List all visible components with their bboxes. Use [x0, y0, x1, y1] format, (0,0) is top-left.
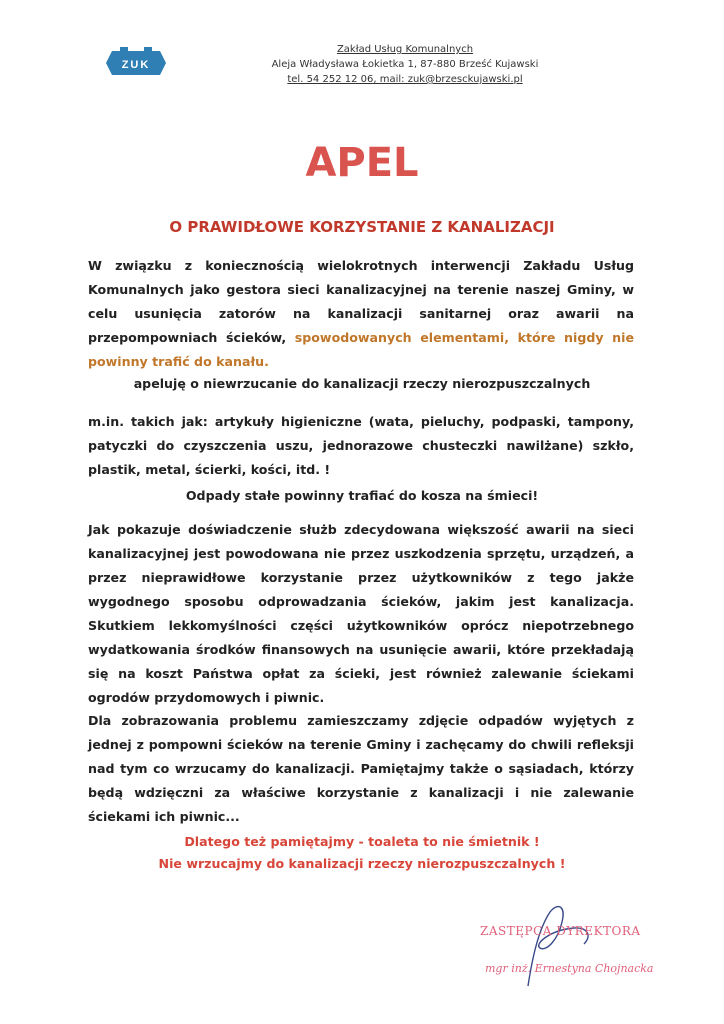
signature-title: ZASTĘPCA DYREKTORA	[480, 924, 641, 938]
paragraph-intro-text: W związku z koniecznością wielokrotnych interwencji Zakładu Usług Komunalnych jako gestora sieci kanalizacyjnej na terenie naszej Gminy, w celu usunięcia zatorów na kanalizacji sanitarnej oraz awarii na przepompowniach ścieków,	[88, 258, 634, 345]
signature-scribble	[470, 900, 670, 990]
waste-line: Odpady stałe powinny trafiać do kosza na śmieci!	[185, 488, 539, 503]
paragraph-items: m.in. takich jak: artykuły higieniczne (wata, pieluchy, podpaski, tampony, patyczki do czyszczenia uszu, jednorazowe chusteczki nawilżane) szkło, plastik, metal, ścierki, kości, itd. !	[88, 414, 634, 477]
paragraph-intro	[88, 254, 634, 374]
org-address: Aleja Władysława Łokietka 1, 87-880 Brześć Kujawski	[271, 59, 539, 70]
page-title: APEL	[305, 140, 419, 186]
paragraph-experience: Jak pokazuje doświadczenie służb zdecydowana większość awarii na sieci kanalizacyjnej jest powodowana nie przez uszkodzenia sprzętu, urządzeń, a przez nieprawidłowe korzystanie przez użytkowników z tego jakże wygodnego sposobu odprowadzania ścieków, jakim jest kanalizacja. Skutkiem lekkomyślności części użytkowników oprócz niepotrzebnego wydatkowania środków finansowych na usunięcie awarii, które przekładają się na koszt Państwa opłat za ścieki, jest również zalewanie ściekami ogrodów przydomowych i piwnic.	[88, 522, 634, 705]
logo-text: ZUK	[121, 59, 151, 71]
org-name: Zakład Usług Komunalnych	[336, 44, 474, 55]
letterhead	[255, 42, 555, 87]
zuk-logo	[98, 42, 174, 84]
paragraph-illustration: Dla zobrazowania problemu zamieszczamy zdjęcie odpadów wyjętych z jednej z pompowni ścieków na terenie Gminy i zachęcamy do chwili refleksji nad tym co wrzucamy do kanalizacji. Pamiętajmy także o sąsiadach, którzy będą wdzięczni za właściwe korzystanie z kanalizacji i nie zalewanie ściekami ich piwnic...	[88, 713, 634, 824]
closing-line-1: Dlatego też pamiętajmy - toaleta to nie śmietnik !	[184, 834, 540, 849]
closing-block	[0, 831, 724, 875]
appeal-line: apeluję o niewrzucanie do kanalizacji rzeczy nierozpuszczalnych	[133, 376, 591, 391]
subtitle: O PRAWIDŁOWE KORZYSTANIE Z KANALIZACJI	[169, 218, 555, 236]
signature-name: mgr inż. Ernestyna Chojnacka	[485, 962, 654, 975]
org-contact[interactable]: tel. 54 252 12 06, mail: zuk@brzesckujawski.pl	[287, 74, 523, 85]
closing-line-2: Nie wrzucajmy do kanalizacji rzeczy nierozpuszczalnych !	[158, 856, 566, 871]
paragraph-intro-highlight: spowodowanych elementami, które nigdy nie powinny trafić do kanału.	[88, 330, 635, 369]
